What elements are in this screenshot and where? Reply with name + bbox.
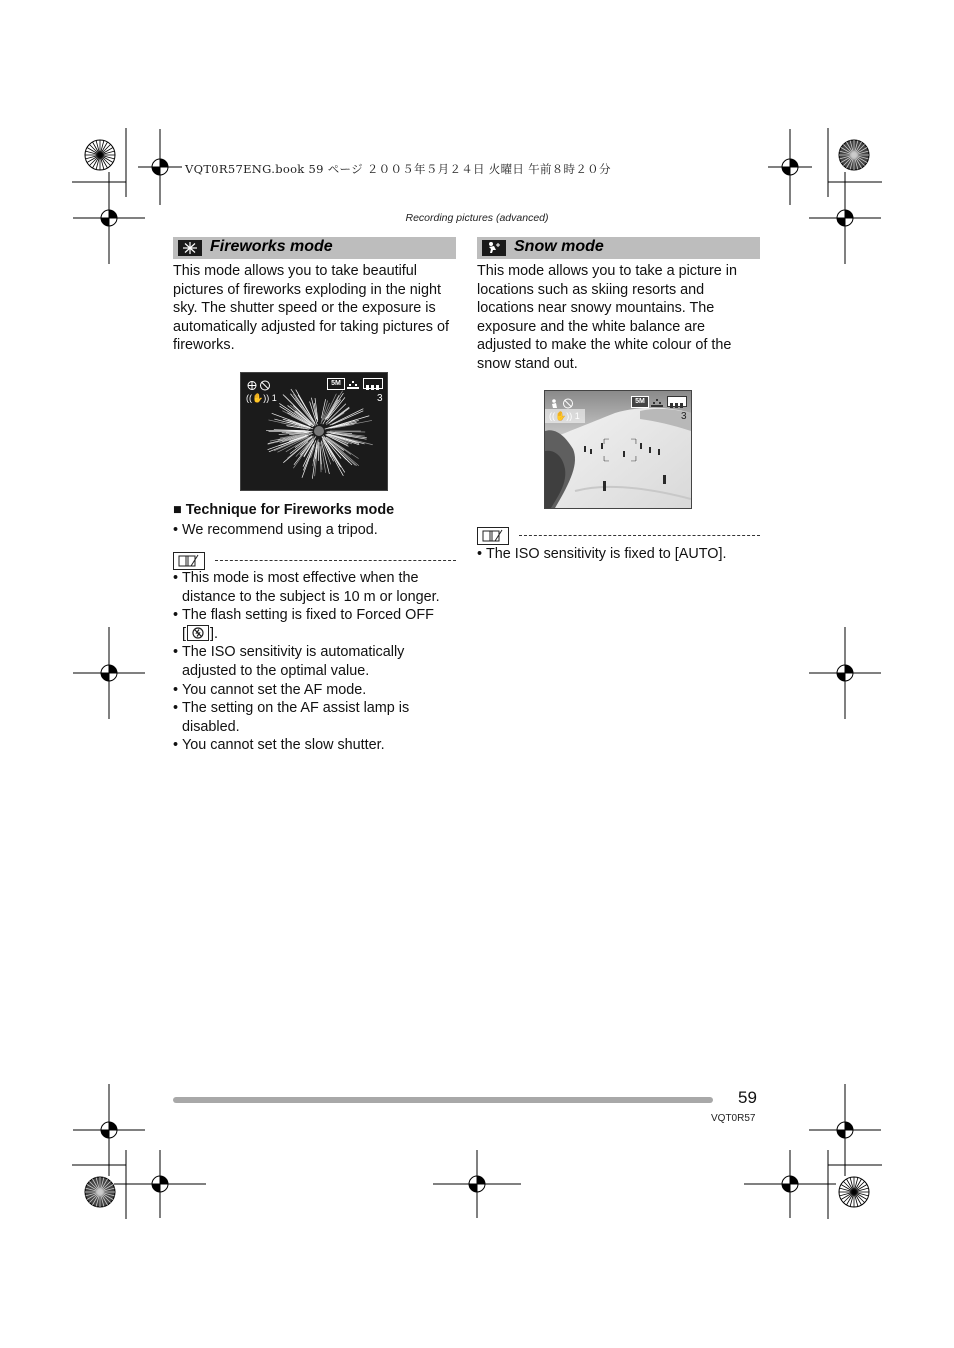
stabilizer-indicator: ((✋)) 1 [246,393,277,403]
note-icon [477,527,509,545]
note-line: adjusted to the optimal value. [182,662,370,679]
running-head: Recording pictures (advanced) [405,212,549,224]
stabilizer-value: 1 [574,411,580,421]
scene-icons [549,396,577,407]
intro-line: pictures of fireworks exploding in the night [173,281,441,298]
snow-icon [482,240,506,256]
intro-line: locations near snowy mountains. The [477,300,715,317]
intro-line: automatically adjusted for taking pictures of [173,318,449,335]
firework-streak [321,443,326,473]
fireworks-note-header [173,552,456,570]
note-line: distance to the subject is 10 m or longer. [182,588,440,605]
remaining-count: 3 [377,393,383,404]
section-title: Fireworks mode [210,238,333,255]
intro-line: adjusted to make the white colour of the [477,337,732,354]
note-line: • You cannot set the slow shutter. [182,737,385,754]
firework-streak [335,431,365,432]
intro-line: This mode allows you to take a picture in [477,263,737,279]
note-divider [215,560,456,561]
technique-heading: ■ Technique for Fireworks mode [173,502,395,518]
picture-size-badge: 5M [631,396,649,408]
snow-note-header [477,527,760,545]
note-item [173,681,463,700]
fireworks-icon [178,240,202,256]
intro-line: fireworks. [173,337,235,354]
note-line: • The flash setting is fixed to Forced OFF [182,607,434,624]
bracket-close: ]. [210,625,218,642]
note-line [182,625,463,644]
technique-item: • We recommend using a tripod. [173,521,463,540]
note-line: • The ISO sensitivity is automatically [182,644,405,661]
note-item [173,606,463,643]
fireworks-section-header [173,237,456,259]
note-item [173,736,463,755]
print-header: VQT0R57ENG.book 59 ページ ２００５年５月２４日 火曜日 午前８時２０分 [185,162,611,176]
note-line: • The ISO sensitivity is fixed to [AUTO]. [486,546,727,562]
intro-line: sky. The shutter speed or the exposure is [173,300,436,317]
note-item [173,643,463,680]
snow-screen-image [544,390,692,509]
battery-icon [363,378,383,389]
firework-core [314,426,324,436]
note-line: • The setting on the AF assist lamp is [182,700,410,717]
snow-intro [477,262,767,374]
model-code: VQT0R57 [711,1113,756,1124]
note-divider [519,535,760,536]
section-title: Snow mode [514,238,604,255]
snow-notes [477,545,767,564]
note-icon [173,552,205,570]
bracket-open: [ [182,625,186,642]
page-number: 59 [738,1088,757,1107]
fireworks-notes [173,569,463,755]
picture-size-badge: 5M [327,378,345,390]
note-item [173,569,463,606]
note-item [173,699,463,736]
quality-icon [651,396,663,406]
remaining-count: 3 [681,411,687,422]
fireworks-intro [173,262,463,355]
intro-line: This mode allows you to take beautiful [173,263,417,279]
quality-icon [347,378,359,388]
battery-icon [667,396,687,407]
af-frame [603,438,637,462]
fireworks-screen-image [240,372,388,491]
snow-section-header [477,237,760,259]
flash-off-icon [187,625,209,641]
note-item [477,545,767,564]
footer-bar [173,1097,713,1103]
note-line: • You cannot set the AF mode. [182,681,367,698]
intro-line: snow stand out. [477,355,578,372]
stabilizer-value: 1 [271,393,277,403]
stabilizer-indicator: ((✋)) 1 [549,411,580,421]
intro-line: exposure and the white balance are [477,318,706,335]
technique-list [173,521,463,540]
scene-icons [247,378,275,389]
note-line: • This mode is most effective when the [182,570,419,586]
intro-line: locations such as skiing resorts and [477,281,705,298]
note-line: disabled. [182,718,240,735]
